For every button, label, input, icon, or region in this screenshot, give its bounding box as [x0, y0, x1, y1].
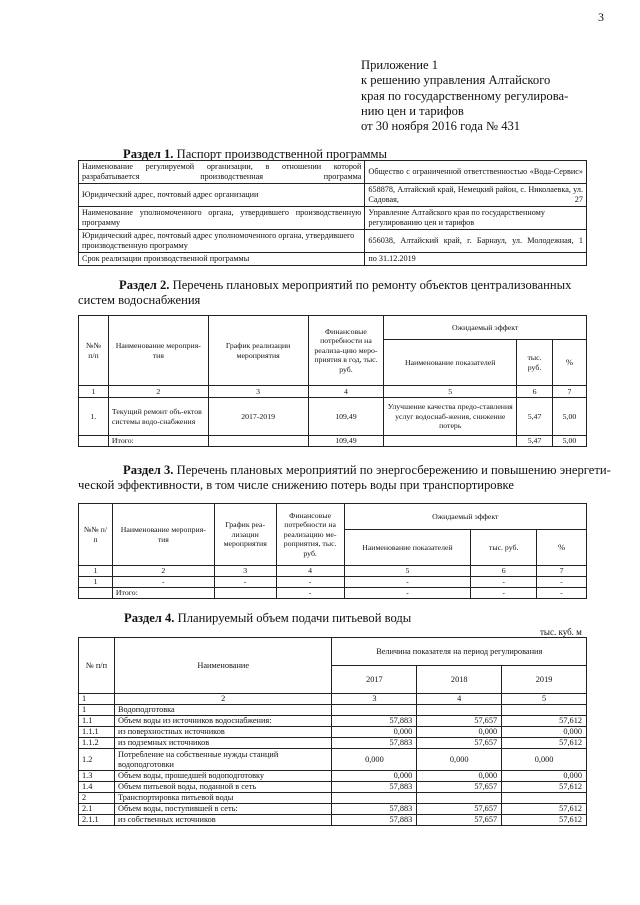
passport-label: Наименование регулируемой организации, в отношении которой разрабатывается производственная программа	[79, 161, 365, 184]
section3-title: Перечень плановых мероприятий по энергосбережению и повышению энергети-	[176, 463, 611, 477]
appendix-line: к решению управления Алтайского	[361, 73, 551, 88]
row-num: 1.1.1	[79, 727, 115, 738]
row-value: 57,883	[332, 815, 417, 826]
total-row	[79, 588, 587, 599]
header-finance: Финансовые потребности на реализацию ме-роприятия, тыс. руб.	[276, 504, 344, 566]
table-row	[79, 253, 587, 266]
header-num: №№ п/п	[79, 316, 109, 386]
header-effect: Ожидаемый эффект	[384, 316, 587, 340]
table-row	[79, 804, 587, 815]
table-header-row	[79, 316, 587, 340]
total-label: Итого:	[108, 436, 208, 447]
row-name: из подземных источников	[114, 738, 332, 749]
colnum: 5	[384, 386, 517, 398]
row-thous: -	[471, 577, 537, 588]
section4-title: Планируемый объем подачи питьевой воды	[177, 611, 412, 625]
row-pct: 5,00	[553, 398, 587, 436]
row-value: 57,657	[417, 782, 502, 793]
colnum: 4	[417, 694, 502, 705]
section2-heading	[119, 278, 571, 293]
table-row	[79, 749, 587, 771]
colnum: 3	[214, 566, 276, 577]
colnum: 6	[471, 566, 537, 577]
table-row	[79, 738, 587, 749]
row-value: 57,883	[332, 738, 417, 749]
table-row	[79, 793, 587, 804]
row-num: 1.	[79, 398, 109, 436]
header-year: 2018	[417, 666, 502, 694]
passport-label: Юридический адрес, почтовый адрес уполномоченного органа, утвердившего производственную программу	[79, 230, 365, 253]
section2-title: Перечень плановых мероприятий по ремонту объектов централизованных	[172, 278, 572, 292]
row-schedule: -	[214, 577, 276, 588]
colnum: 1	[79, 694, 115, 705]
row-value	[417, 705, 502, 716]
header-schedule: График реализации мероприятия	[208, 316, 308, 386]
colnum: 5	[344, 566, 471, 577]
row-value: 0,000	[417, 749, 502, 771]
section3-title-cont: ческой эффективности, в том числе снижению потерь воды при транспортировке	[78, 478, 514, 492]
table-header-row	[79, 504, 587, 530]
row-value: 0,000	[332, 727, 417, 738]
colnum: 2	[112, 566, 214, 577]
appendix-line: края по государственному регулирова-	[361, 88, 569, 103]
row-name: из собственных источников	[114, 815, 332, 826]
section4-prefix: Раздел 4.	[124, 611, 175, 625]
header-name: Наименование	[114, 638, 332, 694]
row-value	[332, 705, 417, 716]
row-value	[417, 793, 502, 804]
row-name: Объем воды, прошедшей водоподготовку	[114, 771, 332, 782]
energy-table	[78, 503, 587, 599]
table-row	[79, 716, 587, 727]
header-pct: %	[537, 530, 587, 566]
passport-label: Юридический адрес, почтовый адрес организации	[79, 184, 365, 207]
table-header-row	[79, 638, 587, 666]
row-value: 57,657	[417, 804, 502, 815]
row-num: 1	[79, 577, 113, 588]
row-num: 1.1	[79, 716, 115, 727]
water-volume-table	[78, 637, 587, 826]
total-pct: -	[537, 588, 587, 599]
row-name: Потребление на собственные нужды станций водоподготовки	[114, 749, 332, 771]
total-finance: 109,49	[308, 436, 384, 447]
row-indicator: Улучшение качества предо-ставления услуг водоснаб-жения, снижение потерь	[384, 398, 517, 436]
row-thous: 5,47	[517, 398, 553, 436]
row-value: 57,657	[417, 815, 502, 826]
header-finance: Финансовые потребности на реализа-цию меро-приятия в год, тыс. руб.	[308, 316, 384, 386]
section3-heading	[123, 463, 611, 478]
passport-value: по 31.12.2019	[365, 253, 587, 266]
row-value: 0,000	[502, 727, 587, 738]
appendix-line: от 30 ноября 2016 года № 431	[361, 119, 521, 134]
row-name: -	[112, 577, 214, 588]
passport-label: Срок реализации производственной программы	[79, 253, 365, 266]
header-period: Величина показателя на период регулирования	[332, 638, 587, 666]
appendix-header	[361, 58, 568, 134]
header-num: № п/п	[79, 638, 115, 694]
row-value: 57,883	[332, 804, 417, 815]
total-indicator: -	[344, 588, 471, 599]
column-number-row	[79, 566, 587, 577]
passport-value: Общество с ограниченной ответственностью «Вода-Сервис»	[365, 161, 587, 184]
header-effect: Ожидаемый эффект	[344, 504, 586, 530]
table-row	[79, 771, 587, 782]
row-value	[502, 793, 587, 804]
row-num: 1.1.2	[79, 738, 115, 749]
table-row	[79, 230, 587, 253]
row-num: 1.3	[79, 771, 115, 782]
passport-label: Наименование уполномоченного органа, утвердившего производственную программу	[79, 207, 365, 230]
appendix-line: нию цен и тарифов	[361, 103, 464, 118]
row-value: 57,657	[417, 738, 502, 749]
header-pct: %	[553, 340, 587, 386]
appendix-line: Приложение 1	[361, 58, 439, 72]
row-value: 0,000	[417, 771, 502, 782]
colnum: 4	[276, 566, 344, 577]
row-finance: -	[276, 577, 344, 588]
header-name: Наименование мероприя-тия	[112, 504, 214, 566]
total-thous: 5,47	[517, 436, 553, 447]
column-number-row	[79, 694, 587, 705]
row-indicator: -	[344, 577, 471, 588]
section1-title: Паспорт производственной программы	[176, 147, 387, 161]
row-num: 2.1	[79, 804, 115, 815]
table-row	[79, 184, 587, 207]
colnum: 6	[517, 386, 553, 398]
page-number: 3	[598, 10, 604, 24]
colnum: 7	[553, 386, 587, 398]
row-name: Объем воды, поступившей в сеть:	[114, 804, 332, 815]
header-thous: тыс. руб.	[471, 530, 537, 566]
row-finance: 109,49	[308, 398, 384, 436]
row-value: 0,000	[502, 771, 587, 782]
total-row	[79, 436, 587, 447]
table-row	[79, 705, 587, 716]
header-num: №№ п/п	[79, 504, 113, 566]
total-finance: -	[276, 588, 344, 599]
header-indicators: Наименование показателей	[384, 340, 517, 386]
header-schedule: График реа-лизации мероприятия	[214, 504, 276, 566]
row-num: 1	[79, 705, 115, 716]
row-value: 57,883	[332, 716, 417, 727]
header-year: 2019	[502, 666, 587, 694]
colnum: 1	[79, 566, 113, 577]
row-value: 57,612	[502, 716, 587, 727]
row-num: 1.2	[79, 749, 115, 771]
table-row	[79, 161, 587, 184]
row-name: Объем питьевой воды, поданной в сеть	[114, 782, 332, 793]
row-value: 57,612	[502, 782, 587, 793]
row-value	[332, 793, 417, 804]
repair-table	[78, 315, 587, 447]
total-label: Итого:	[112, 588, 214, 599]
colnum: 3	[332, 694, 417, 705]
row-value: 0,000	[332, 749, 417, 771]
row-name: Водоподготовка	[114, 705, 332, 716]
row-value: 57,612	[502, 815, 587, 826]
table-row	[79, 727, 587, 738]
section1-prefix: Раздел 1.	[123, 147, 174, 161]
header-thous: тыс. руб.	[517, 340, 553, 386]
colnum: 7	[537, 566, 587, 577]
colnum: 4	[308, 386, 384, 398]
colnum: 5	[502, 694, 587, 705]
row-schedule: 2017-2019	[208, 398, 308, 436]
row-name: Объем воды из источников водоснабжения:	[114, 716, 332, 727]
table-row	[79, 577, 587, 588]
header-year: 2017	[332, 666, 417, 694]
row-value: 0,000	[417, 727, 502, 738]
passport-table	[78, 160, 587, 266]
row-pct: -	[537, 577, 587, 588]
row-value	[502, 705, 587, 716]
colnum: 1	[79, 386, 109, 398]
colnum: 2	[114, 694, 332, 705]
table-row	[79, 815, 587, 826]
passport-value: 656038, Алтайский край, г. Барнаул, ул. Молодежная, 1	[365, 230, 587, 253]
row-value: 57,657	[417, 716, 502, 727]
row-value: 0,000	[332, 771, 417, 782]
total-thous: -	[471, 588, 537, 599]
row-value: 57,883	[332, 782, 417, 793]
section3-prefix: Раздел 3.	[123, 463, 174, 477]
passport-value: Управление Алтайского края по государственному регулированию цен и тарифов	[365, 207, 587, 230]
table-row	[79, 207, 587, 230]
row-value: 57,612	[502, 738, 587, 749]
row-num: 2	[79, 793, 115, 804]
header-name: Наименование мероприя-тия	[108, 316, 208, 386]
section2-prefix: Раздел 2.	[119, 278, 170, 292]
section4-heading	[124, 611, 411, 626]
unit-label: тыс. куб. м	[540, 627, 582, 637]
row-num: 2.1.1	[79, 815, 115, 826]
row-value: 0,000	[502, 749, 587, 771]
row-name: Текущий ремонт объ-ектов системы водо-снабжения	[108, 398, 208, 436]
section2-title-cont: систем водоснабжения	[78, 293, 201, 307]
row-num: 1.4	[79, 782, 115, 793]
row-value: 57,612	[502, 804, 587, 815]
table-row	[79, 782, 587, 793]
header-indicators: Наименование показателей	[344, 530, 471, 566]
row-name: Транспортировка питьевой воды	[114, 793, 332, 804]
passport-value: 658878, Алтайский край, Немецкий район, с. Николаевка, ул. Садовая, 27	[365, 184, 587, 207]
column-number-row	[79, 386, 587, 398]
total-pct: 5,00	[553, 436, 587, 447]
row-name: из поверхностных источников	[114, 727, 332, 738]
table-row	[79, 398, 587, 436]
colnum: 2	[108, 386, 208, 398]
colnum: 3	[208, 386, 308, 398]
